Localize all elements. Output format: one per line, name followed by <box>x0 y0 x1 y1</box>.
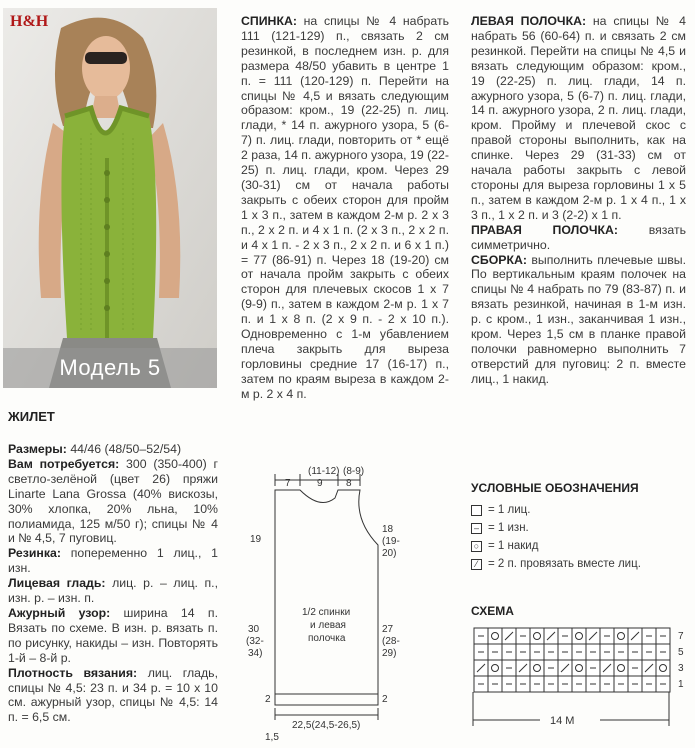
gauge-label: Плотность вязания: <box>8 665 138 680</box>
right-front-text: вязать симметрично. <box>471 222 687 252</box>
model-photo <box>3 8 217 388</box>
left-front-text: на спицы № 4 набрать 56 (60-64) п. и связать 2 см резинкой. Перейти на спицы № 4,5 и вязать следующим образом: кром., 19 (22-25) п. лиц. глади, 14 п. ажурного узора, 5 (6-7) п. лиц. глади, 14 п. ажурного узора, 2 п. лиц. глади, кром. Пройму и плечевой скос с правой стороны выполнить, как на спинке. Через 29 (31-33) см от начала работы закрыть с левой стороны для выреза горловины 1 х 5 п., затем в каждом 2-м р. 1 х 4 п., 1 х 3 п., 1 х 2 п. и 3 (2-2) х 1 п. <box>471 14 686 222</box>
yarnover-mark <box>576 633 583 640</box>
left-front-label: ЛЕВАЯ ПОЛОЧКА: <box>471 14 587 28</box>
materials-label: Вам потребуется: <box>8 456 120 471</box>
legend-k2tog-text: = 2 п. провязать вместе лиц. <box>488 558 641 570</box>
sizes-label: Размеры: <box>8 442 67 456</box>
yarnover-mark <box>618 665 625 672</box>
armhole-right-3: 20) <box>382 548 397 559</box>
back-text: на спицы № 4 набрать 111 (121-129) п., связать 2 см резинкой, в последнем изн. р. для размера 48/50 убавить в центре 1 п. = 111 (120-129) п. Перейти на спицы № 4,5 и вязать следующим образом: кром., 19 (22-25) п. лиц. глади, * 14 п. ажурного узора, 5 (6-7) п. лиц. глади, повторить от * ещё 2 раза, 14 п. ажурного узора, 19 (22-25) п. лиц. глади, кром. Через 29 (30-31) см от начала работы закрыть с обеих сторон для пройм 1 х 3 п., затем в каждом 2-м р. 2 х 3 п., 2 х 2 п. и 4 х 1 п. (2 х 3 п., 2 х 2 п. и 4 х 1 п. - 2 х 3 п., 2 х 2 п. и 6 х 1 п.) = 77 (86-91) п. Через 18 (19-20) см от начала пройм закрыть с обеих сторон для плечевых скосов 1 х 7 (9-9) п., затем в каждом 2-м р. 1 х 7 п. и 1 х 8 п. (2 х 9 п. - 2 х 10 п.). Одновременно с 1-м убавлением плеча закрыть для выреза горловины средние 17 (16-17) п., затем по краям выреза в каждом 2-м р. 2 х 4 п. <box>241 14 449 401</box>
back-label: СПИНКА: <box>241 14 297 28</box>
legend-title: УСЛОВНЫЕ ОБОЗНАЧЕНИЯ <box>471 481 639 495</box>
model-caption: Модель 5 <box>3 348 217 388</box>
legend-knit-text: = 1 лиц. <box>488 504 531 516</box>
yarnover-mark <box>618 633 625 640</box>
rib-text: попеременно 1 лиц., 1 изн. <box>8 546 218 576</box>
lace-text: ширина 14 п. Вязать по схеме. В изн. р. вязать п. по рисунку, накиды – изн. Повторять 1-й – 8-й р. <box>8 605 218 665</box>
panel-label-3: полочка <box>308 633 346 644</box>
panel-label-2: и левая <box>310 620 346 631</box>
yarnover-mark <box>534 633 541 640</box>
left-column-text <box>8 442 218 725</box>
materials-text: 300 (350-400) г светло-зелёной (цвет 26) пряжи Linarte Lana Grossa (40% вискозы, 30% хлопка, 20% льна, 10% полиамида, 125 м/50 г); спицы № 4 и № 4,5, 7 пуговиц. <box>8 456 218 546</box>
rib-paragraph <box>8 546 218 576</box>
garment-title: ЖИЛЕТ <box>8 409 55 424</box>
yarnover-mark <box>576 665 583 672</box>
back-instructions <box>241 14 449 402</box>
knit-symbol <box>471 505 482 516</box>
sizes-text: 44/46 (48/50–52/54) <box>70 442 182 456</box>
legend-yarnover <box>471 537 691 555</box>
bottom-width: 22,5(24,5-26,5) <box>292 720 361 731</box>
width-front-shoulder: 8 <box>346 478 352 489</box>
rib-right: 2 <box>382 694 388 705</box>
width-shoulder: 7 <box>285 478 291 489</box>
rib-label: Резинка: <box>8 546 61 561</box>
stockinette-paragraph <box>8 576 218 606</box>
purl-symbol: – <box>471 523 482 534</box>
body-right-2: (28- <box>382 636 400 647</box>
rib-left: 2 <box>265 694 271 705</box>
garment-schematic <box>240 460 400 743</box>
lace-paragraph <box>8 606 218 666</box>
chart-width-label: 14 М <box>550 715 575 727</box>
gauge-paragraph <box>8 666 218 726</box>
width-neck: 9 <box>317 478 323 489</box>
body-right-1: 27 <box>382 624 394 635</box>
width-neck-range: (11-12) <box>308 466 340 477</box>
yarnover-symbol: ○ <box>471 541 482 552</box>
yarnover-mark <box>660 665 667 672</box>
armhole-right-1: 18 <box>382 524 394 535</box>
sizes-paragraph <box>8 442 218 457</box>
panel-label-1: 1/2 спинки <box>302 607 351 618</box>
k2tog-symbol: ⁄ <box>471 559 482 570</box>
chart-grid <box>474 628 670 692</box>
chart-title: СХЕМА <box>471 604 514 618</box>
right-front-label: ПРАВАЯ ПОЛОЧКА: <box>471 222 618 237</box>
armhole-right-2: (19- <box>382 536 400 547</box>
assembly-label: СБОРКА: <box>471 252 527 267</box>
lace-chart <box>470 620 690 730</box>
materials-paragraph <box>8 457 218 546</box>
legend-purl-text: = 1 изн. <box>488 522 529 534</box>
model-illustration <box>3 8 217 388</box>
chart-row-5: 5 <box>678 647 684 658</box>
body-left-1: 30 <box>248 624 260 635</box>
legend-purl <box>471 519 691 537</box>
armhole-left: 19 <box>250 534 262 545</box>
width-shoulder-range: (8-9) <box>343 466 365 477</box>
stockinette-label: Лицевая гладь: <box>8 576 106 591</box>
legend-k2tog <box>471 555 691 573</box>
chart-row-1: 1 <box>678 679 684 690</box>
front-instructions <box>471 14 686 387</box>
chart-row-7: 7 <box>678 631 684 642</box>
schematic-outline <box>275 490 378 705</box>
body-left-2: (32- <box>246 636 264 647</box>
yarnover-mark <box>492 633 499 640</box>
body-right-3: 29) <box>382 648 397 659</box>
lace-label: Ажурный узор: <box>8 605 111 620</box>
stockinette-text: лиц. р. – лиц. п., изн. р. – изн. п. <box>8 576 218 606</box>
chart-row-3: 3 <box>678 663 684 674</box>
legend-yarnover-text: = 1 накид <box>488 540 539 552</box>
yarnover-mark <box>534 665 541 672</box>
gauge-text: лиц. гладь, спицы № 4,5: 23 п. и 34 р. = 10 х 10 см. ажурный узор, спицы № 4,5: 14 п. = 6,5 см. <box>8 665 218 725</box>
bottom-small: 1,5 <box>265 732 279 743</box>
legend-knit <box>471 501 691 519</box>
brand-logo: H&H <box>10 13 49 30</box>
assembly-text: выполнить плечевые швы. По вертикальным краям полочек на спицы № 4 набрать по 79 (83-87) п. и вязать резинкой, начиная в 1-м изн. р. с кром., 1 изн., заканчивая 1 изн., кром. Через 1,5 см в планке правой полочки равномерно выполнить 7 отверстий для пуговиц: 2 п. вместе лиц., 1 накид. <box>471 252 686 386</box>
legend <box>471 481 691 573</box>
body-left-3: 34) <box>248 648 263 659</box>
yarnover-mark <box>492 665 499 672</box>
